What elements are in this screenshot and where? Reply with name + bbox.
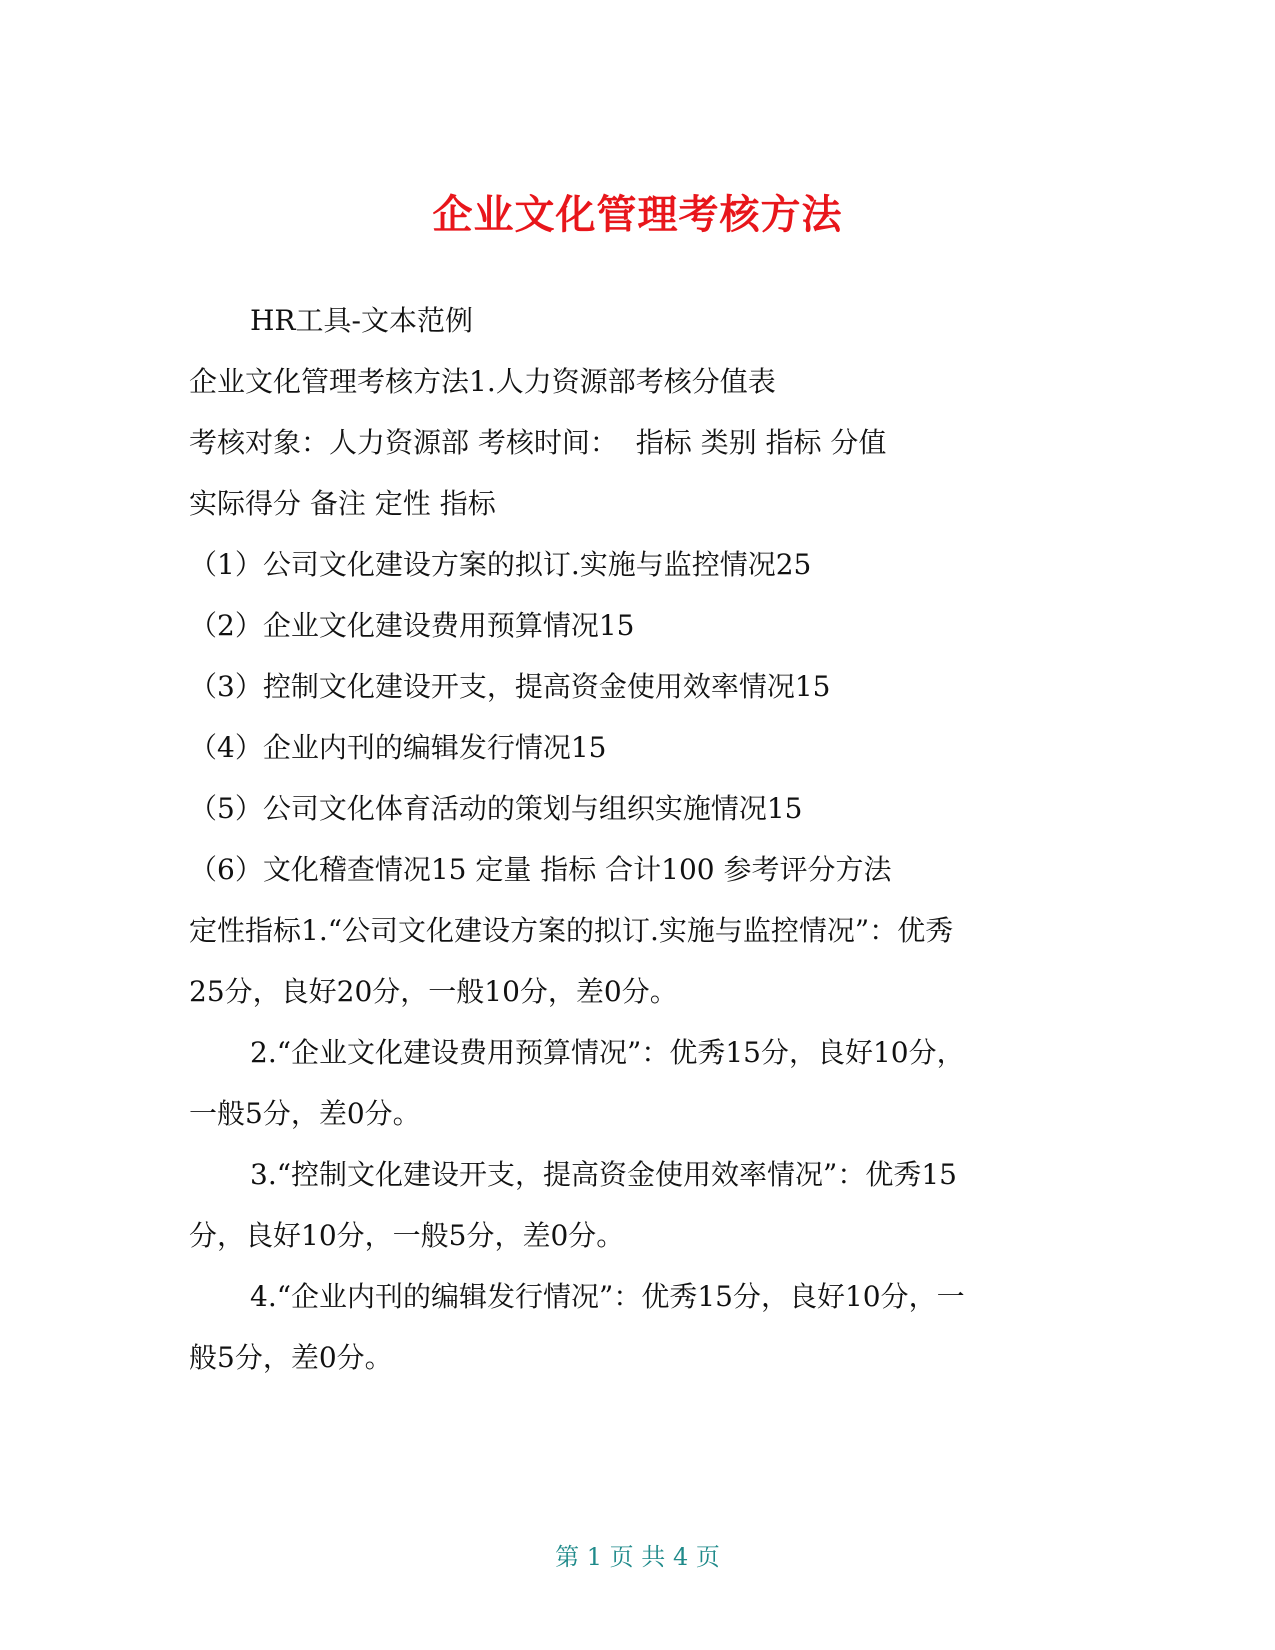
criteria-item: （3）控制文化建设开支，提高资金使用效率情况15	[189, 670, 831, 703]
page-number-footer: 第 1 页 共 4 页	[555, 1543, 720, 1571]
scoring-paragraph-line: 4.“企业内刊的编辑发行情况”：优秀15分，良好10分，一	[250, 1280, 965, 1313]
section-heading-line: 企业文化管理考核方法1.人力资源部考核分值表	[189, 365, 776, 398]
intro-line: HR工具-文本范例	[250, 304, 473, 337]
scoring-paragraph-line: 2.“企业文化建设费用预算情况”：优秀15分，良好10分，	[250, 1036, 965, 1069]
table-header-line: 考核对象：人力资源部 考核时间： 指标 类别 指标 分值	[189, 426, 887, 459]
scoring-paragraph-line: 分，良好10分，一般5分，差0分。	[189, 1219, 625, 1252]
criteria-item: （6）文化稽查情况15 定量 指标 合计100 参考评分方法	[189, 853, 892, 886]
criteria-item: （5）公司文化体育活动的策划与组织实施情况15	[189, 792, 803, 825]
criteria-item: （1）公司文化建设方案的拟订.实施与监控情况25	[189, 548, 812, 581]
scoring-paragraph-line: 定性指标1.“公司文化建设方案的拟订.实施与监控情况”：优秀	[189, 914, 954, 947]
table-header-line: 实际得分 备注 定性 指标	[189, 487, 496, 520]
scoring-paragraph-line: 一般5分，差0分。	[189, 1097, 421, 1130]
scoring-paragraph-line: 3.“控制文化建设开支，提高资金使用效率情况”：优秀15	[250, 1158, 957, 1191]
criteria-item: （2）企业文化建设费用预算情况15	[189, 609, 635, 642]
scoring-paragraph-line: 般5分，差0分。	[189, 1341, 393, 1374]
document-body	[189, 290, 1089, 1388]
document-title: 企业文化管理考核方法	[432, 191, 843, 238]
scoring-paragraph-line: 25分，良好20分，一般10分，差0分。	[189, 975, 678, 1008]
criteria-item: （4）企业内刊的编辑发行情况15	[189, 731, 607, 764]
